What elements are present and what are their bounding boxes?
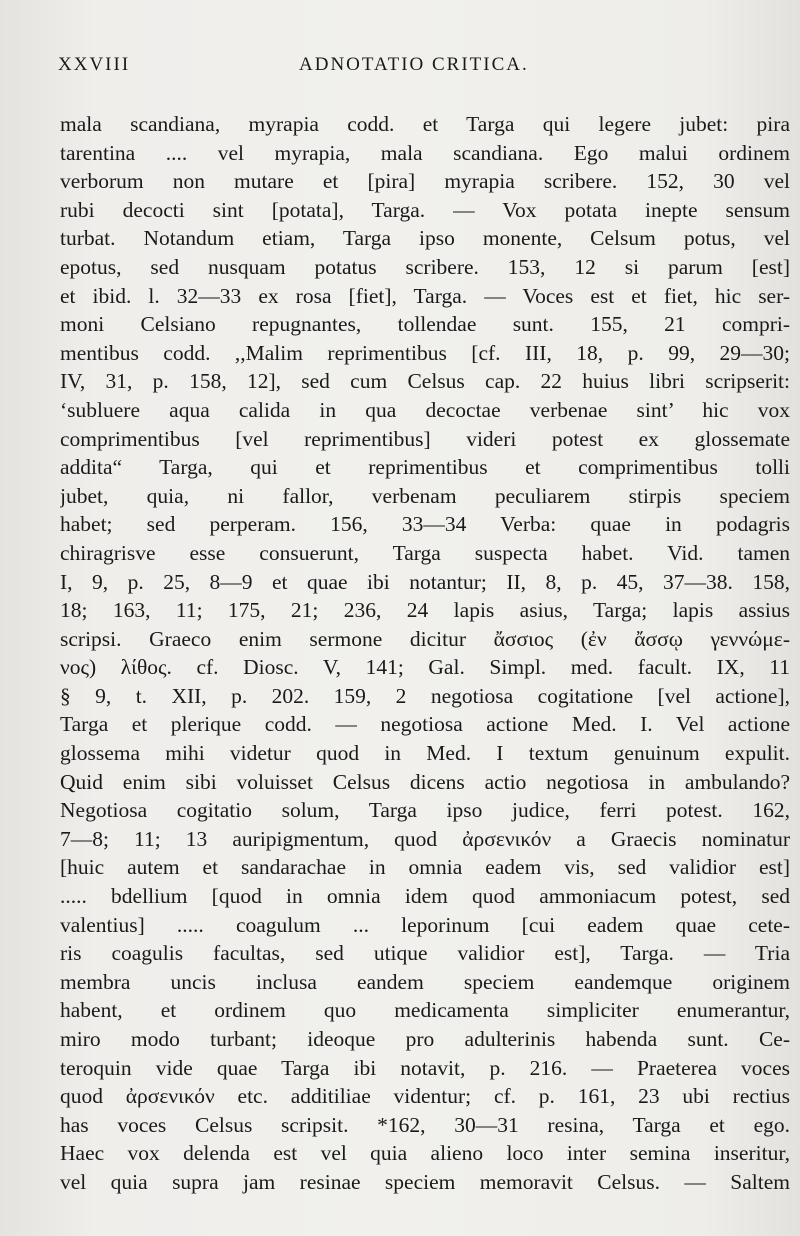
text-line: addita“ Targa, qui et reprimentibus et comprimentibus tolli (60, 455, 790, 480)
text-line: ..... bdellium [quod in omnia idem quod ammoniacum potest, sed (60, 884, 790, 909)
text-line: verborum non mutare et [pira] myrapia scribere. 152, 30 vel (60, 169, 790, 194)
text-line: chiragrisve esse consuerunt, Targa suspecta habet. Vid. tamen (60, 540, 790, 565)
text-line: IV, 31, p. 158, 12], sed cum Celsus cap. 22 huius libri scripserit: (60, 369, 790, 394)
text-line: habet; sed perperam. 156, 33—34 Verba: quae in podagris (60, 512, 790, 537)
text-line: tarentina .... vel myrapia, mala scandiana. Ego malui ordinem (60, 140, 790, 165)
text-line: epotus, sed nusquam potatus scribere. 153, 12 si parum [est] (60, 254, 790, 279)
text-line: ‘subluere aqua calida in qua decoctae verbenae sint’ hic vox (60, 397, 790, 422)
text-line: mentibus codd. ,,Malim reprimentibus [cf. III, 18, p. 99, 29—30; (60, 340, 790, 365)
text-line: scripsi. Graeco enim sermone dicitur ἄσσιος (ἐν ἄσσῳ γεννώμε- (60, 626, 790, 651)
text-line: has voces Celsus scripsit. *162, 30—31 resina, Targa et ego. (60, 1112, 790, 1137)
text-line: habent, et ordinem quo medicamenta simpliciter enumerantur, (60, 998, 790, 1023)
text-line: rubi decocti sint [potata], Targa. — Vox potata inepte sensum (60, 197, 790, 222)
text-line: comprimentibus [vel reprimentibus] videri potest ex glossemate (60, 426, 790, 451)
text-line: 7—8; 11; 13 auripigmentum, quod ἀρσενικόν a Graecis nominatur (60, 826, 790, 851)
text-line: [huic autem et sandarachae in omnia eadem vis, sed validior est] (60, 855, 790, 880)
text-line: valentius] ..... coagulum ... leporinum [cui eadem quae cete- (60, 912, 790, 937)
text-line: Haec vox delenda est vel quia alieno loco inter semina inseritur, (60, 1141, 790, 1166)
text-line: I, 9, p. 25, 8—9 et quae ibi notantur; II, 8, p. 45, 37—38. 158, (60, 569, 790, 594)
text-line: jubet, quia, ni fallor, verbenam peculiarem stirpis speciem (60, 483, 790, 508)
text-line: moni Celsiano repugnantes, tollendae sunt. 155, 21 compri- (60, 312, 790, 337)
text-line: 18; 163, 11; 175, 21; 236, 24 lapis asius, Targa; lapis assius (60, 598, 790, 623)
text-line: membra uncis inclusa eandem speciem eandemque originem (60, 969, 790, 994)
running-head (58, 54, 760, 84)
text-line: miro modo turbant; ideoque pro adulterinis habenda sunt. Ce- (60, 1027, 790, 1051)
text-line: ris coagulis facultas, sed utique validior est], Targa. — Tria (60, 941, 790, 966)
text-line: vel quia supra jam resinae speciem memoravit Celsus. — Saltem (60, 1169, 790, 1194)
text-line: turbat. Notandum etiam, Targa ipso monente, Celsum potus, vel (60, 226, 790, 251)
text-line: et ibid. l. 32—33 ex rosa [fiet], Targa. — Voces est et fiet, hic ser- (60, 283, 790, 308)
page-number: XXVIII (58, 54, 131, 75)
critical-apparatus-text (60, 110, 790, 1197)
text-line: glossema mihi videtur quod in Med. I textum genuinum expulit. (60, 741, 790, 766)
page-title: ADNOTATIO CRITICA. (299, 54, 529, 75)
text-line: quod ἀρσενικόν etc. additiliae videntur; cf. p. 161, 23 ubi rectius (60, 1084, 790, 1109)
text-line: Negotiosa cogitatio solum, Targa ipso judice, ferri potest. 162, (60, 798, 790, 823)
text-line: mala scandiana, myrapia codd. et Targa qui legere jubet: pira (60, 112, 790, 136)
text-line: Targa et plerique codd. — negotiosa actione Med. I. Vel actione (60, 712, 790, 737)
text-line: νος) λίθος. cf. Diosc. V, 141; Gal. Simpl. med. facult. IX, 11 (60, 655, 790, 680)
text-line: teroquin vide quae Targa ibi notavit, p. 216. — Praeterea voces (60, 1055, 790, 1080)
text-line: Quid enim sibi voluisset Celsus dicens actio negotiosa in ambulando? (60, 769, 790, 794)
text-line: § 9, t. XII, p. 202. 159, 2 negotiosa cogitatione [vel actione], (60, 683, 790, 708)
